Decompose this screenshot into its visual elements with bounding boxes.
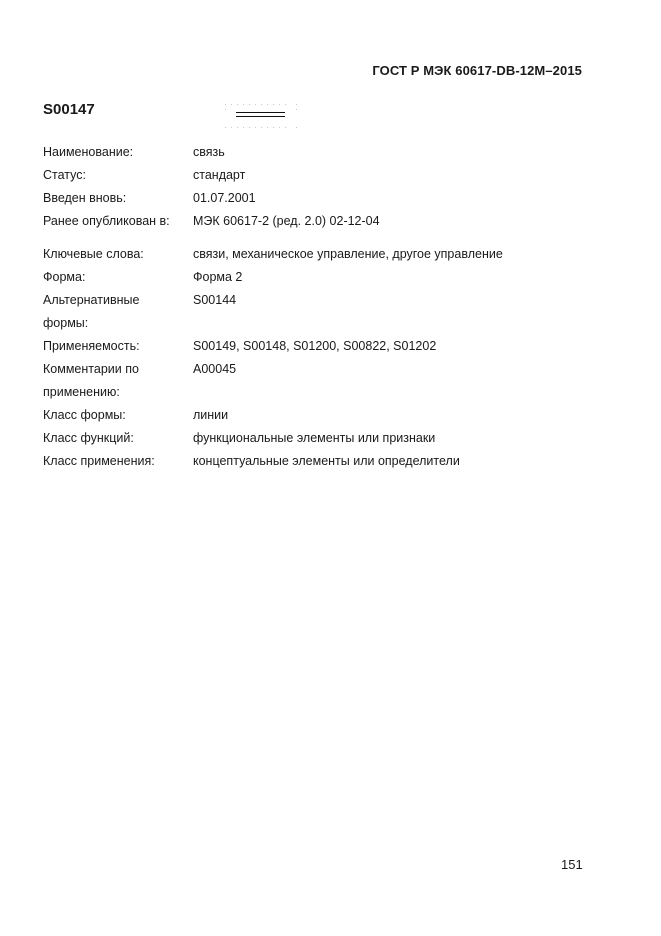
property-value: A00045 [193, 362, 237, 376]
property-row-alternative-forms-cont [43, 312, 603, 335]
property-value [193, 312, 603, 335]
property-value: концептуальные элементы или определители [193, 454, 460, 468]
property-label: Наименование: [43, 145, 134, 159]
property-value: Форма 2 [193, 270, 243, 284]
property-row-applicability [43, 335, 603, 358]
symbol-properties-table [43, 141, 603, 473]
property-row-previously-published [43, 210, 603, 233]
property-row-function-class [43, 427, 603, 450]
property-value: S00144 [193, 293, 237, 307]
property-label: Комментарии по [43, 362, 139, 376]
property-label: Статус: [43, 168, 86, 182]
property-row-keywords [43, 243, 603, 266]
page-number: 151 [561, 857, 583, 872]
property-label: Класс функций: [43, 431, 134, 445]
property-value: МЭК 60617-2 (ред. 2.0) 02-12-04 [193, 214, 380, 228]
property-label: Класс формы: [43, 408, 126, 422]
property-value: связи, механическое управление, другое управление [193, 247, 503, 261]
property-label: Введен вновь: [43, 191, 127, 205]
property-value: связь [193, 145, 225, 159]
property-row-application-notes-cont [43, 381, 603, 404]
property-label: формы: [43, 316, 89, 330]
property-row-introduced [43, 187, 603, 210]
property-value: функциональные элементы или признаки [193, 431, 436, 445]
property-label: Форма: [43, 270, 86, 284]
property-label: Альтернативные [43, 293, 140, 307]
property-value: S00149, S00148, S01200, S00822, S01202 [193, 339, 437, 353]
property-row-status [43, 164, 603, 187]
property-label: Ключевые слова: [43, 247, 144, 261]
double-line-connection-icon [223, 103, 301, 131]
property-row-application-class [43, 450, 603, 473]
property-value: линии [193, 408, 229, 422]
property-label: Ранее опубликован в: [43, 214, 170, 228]
property-row-alternative-forms [43, 289, 603, 312]
property-row-form-class [43, 404, 603, 427]
property-value [193, 381, 603, 404]
property-row-name [43, 141, 603, 164]
property-value: стандарт [193, 168, 246, 182]
document-header-standard: ГОСТ Р МЭК 60617-DB-12M–2015 [372, 63, 582, 78]
property-label: Класс применения: [43, 454, 155, 468]
property-label: применению: [43, 385, 120, 399]
section-gap [43, 233, 603, 243]
property-value: 01.07.2001 [193, 191, 256, 205]
property-label: Применяемость: [43, 339, 140, 353]
property-row-application-notes [43, 358, 603, 381]
property-row-form [43, 266, 603, 289]
symbol-id: S00147 [43, 101, 95, 118]
